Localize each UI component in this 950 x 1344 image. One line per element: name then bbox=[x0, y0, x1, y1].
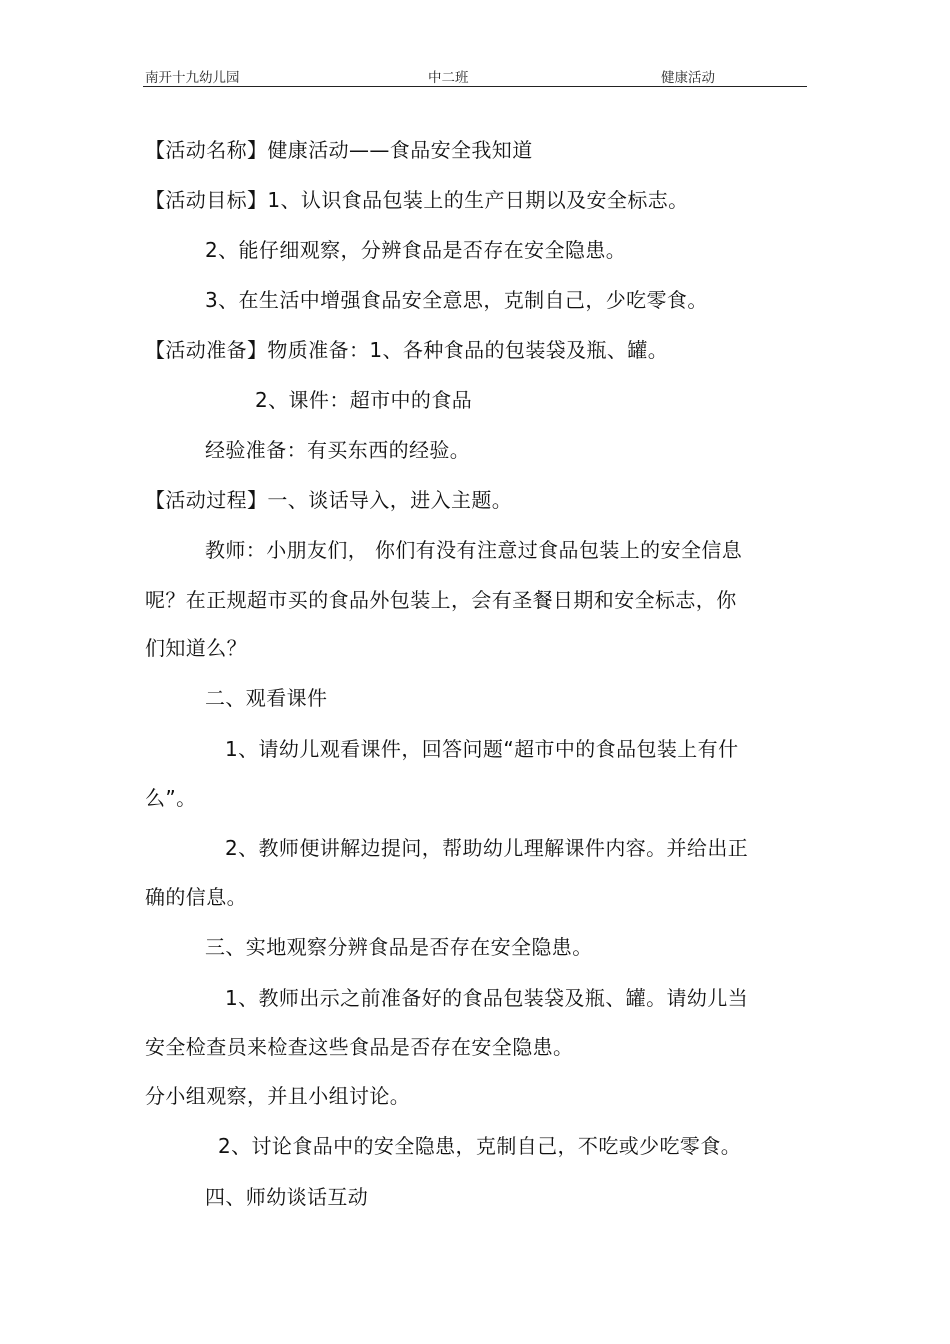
paragraph-line: 2、教师便讲解边提问，帮助幼儿理解课件内容。并给出正 bbox=[225, 836, 749, 860]
section-heading-4: 四、师幼谈话互动 bbox=[205, 1185, 369, 1209]
header-class-name: 中二班 bbox=[428, 70, 469, 86]
paragraph-line: 呢？在正规超市买的食品外包装上，会有圣餐日期和安全标志，你 bbox=[145, 588, 737, 612]
paragraph-line: 教师：小朋友们， 你们有没有注意过食品包装上的安全信息 bbox=[205, 538, 743, 562]
section-heading-3: 三、实地观察分辨食品是否存在安全隐患。 bbox=[205, 935, 593, 959]
header-school-name: 南开十九幼儿园 bbox=[145, 70, 240, 86]
paragraph-line: 1、教师出示之前准备好的食品包装袋及瓶、罐。请幼儿当 bbox=[225, 986, 749, 1010]
activity-preparation-line-2: 2、课件：超市中的食品 bbox=[255, 388, 473, 412]
paragraph-line: 确的信息。 bbox=[145, 885, 247, 909]
page-header bbox=[143, 64, 807, 87]
header-subject: 健康活动 bbox=[661, 70, 715, 86]
activity-name-line: 【活动名称】健康活动——食品安全我知道 bbox=[145, 138, 533, 162]
activity-goal-line-3: 3、在生活中增强食品安全意思，克制自己，少吃零食。 bbox=[205, 288, 708, 312]
activity-goal-line-2: 2、能仔细观察，分辨食品是否存在安全隐患。 bbox=[205, 238, 627, 262]
paragraph-line: 们知道么？ bbox=[145, 636, 247, 660]
activity-process-heading: 【活动过程】一、谈话导入，进入主题。 bbox=[145, 488, 513, 512]
paragraph-line: 2、讨论食品中的安全隐患，克制自己，不吃或少吃零食。 bbox=[218, 1134, 742, 1158]
paragraph-line: 安全检查员来检查这些食品是否存在安全隐患。 bbox=[145, 1035, 574, 1059]
experience-preparation-line: 经验准备：有买东西的经验。 bbox=[205, 438, 471, 462]
activity-preparation-line-1: 【活动准备】物质准备：1、各种食品的包装袋及瓶、罐。 bbox=[145, 338, 669, 362]
section-heading-2: 二、观看课件 bbox=[205, 686, 328, 710]
paragraph-line: 么”。 bbox=[145, 786, 197, 810]
paragraph-line: 分小组观察，并且小组讨论。 bbox=[145, 1084, 411, 1108]
activity-goal-line-1: 【活动目标】1、认识食品包装上的生产日期以及安全标志。 bbox=[145, 188, 689, 212]
paragraph-line: 1、请幼儿观看课件，回答问题“超市中的食品包装上有什 bbox=[225, 737, 739, 761]
